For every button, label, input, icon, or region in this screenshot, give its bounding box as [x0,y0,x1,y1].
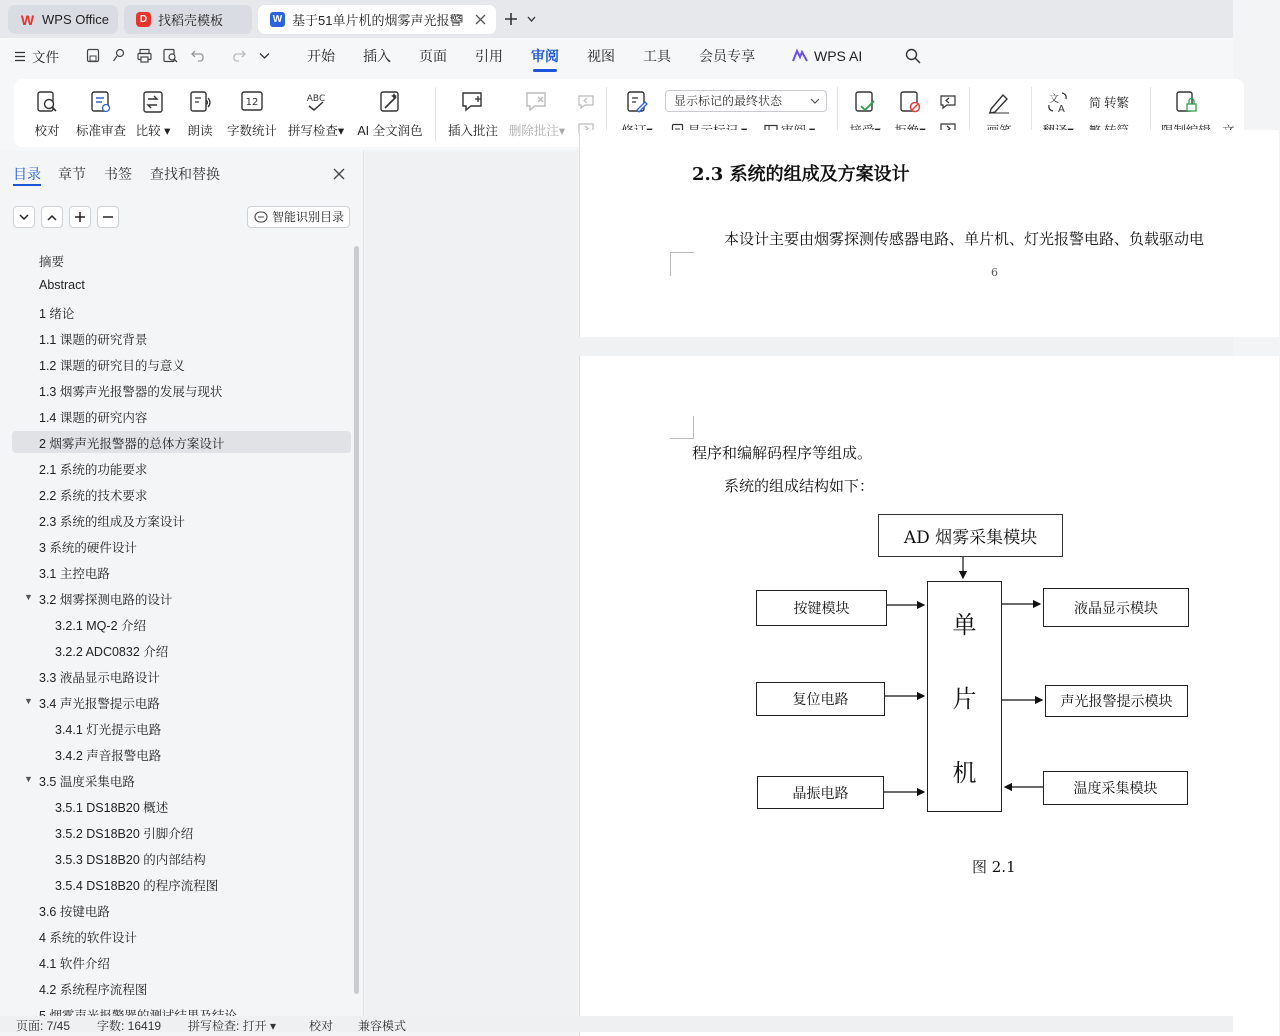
document-page [579,356,1279,1036]
tab-wps-office[interactable] [8,5,118,34]
menu-bar [0,38,1233,74]
trad-glyph-icon: 简 [1089,95,1102,110]
toc-item[interactable]: 4.2 系统程序流程图 [39,983,148,997]
collapse-triangle-icon[interactable]: ▼ [24,774,33,784]
minus-icon [103,216,113,218]
reject-icon [897,89,923,115]
save-icon[interactable] [86,48,100,63]
hamburger-icon [14,51,26,62]
ai-polish-button[interactable] [357,89,423,139]
read-aloud-label: 朗读 [187,124,213,138]
tab-toc[interactable]: 目录 [13,166,41,182]
diagram-box-ad-smoke: AD 烟雾采集模块 [878,514,1063,557]
diagram-box-keys: 按键模块 [756,590,887,626]
undo-icon[interactable] [191,48,206,62]
toc-item[interactable]: 1.3 烟雾声光报警器的发展与现状 [39,385,223,399]
new-tab-plus-icon[interactable] [504,12,518,26]
add-heading-button[interactable] [69,206,91,228]
collapse-all-button[interactable] [41,206,63,228]
document-area [365,150,1233,1016]
chevron-down-icon [810,98,820,105]
collapse-triangle-icon[interactable]: ▼ [24,592,33,602]
diagram-box-reset: 复位电路 [756,682,885,716]
expand-all-button[interactable] [13,206,35,228]
toc-item[interactable]: 1.1 课题的研究背景 [39,333,148,347]
page-corner-mark [670,252,694,276]
to-traditional-label: 转繁 [1104,96,1130,110]
insert-comment-icon [460,89,486,115]
tab-label: 基于51单片机的烟雾声光报警 [292,13,463,28]
display-state-value: 显示标记的最终状态 [674,94,783,108]
body-paragraph[interactable]: 系统的组成结构如下： [724,478,875,495]
menu-member[interactable]: 会员专享 [699,48,755,64]
proofread-button[interactable] [32,89,62,139]
tab-docer-template[interactable] [124,5,252,34]
insert-comment-button[interactable] [448,89,498,139]
monitor-icon [451,14,463,25]
smart-toc-button[interactable] [247,206,350,228]
proofread-icon [34,89,60,115]
toc-item[interactable]: Abstract [39,278,85,292]
diagram-box-crystal: 晶振电路 [757,776,884,809]
svg-text:ABC: ABC [306,94,326,104]
more-chevron-icon[interactable] [259,52,270,60]
word-count-icon [239,89,265,115]
translate-icon [1045,89,1071,115]
display-state-dropdown[interactable] [665,90,827,112]
spell-check-icon [303,89,329,115]
toc-item[interactable]: 3.4.2 声音报警电路 [55,749,162,763]
toc-item[interactable]: 2.3 系统的组成及方案设计 [39,515,185,529]
print-icon[interactable] [137,48,152,63]
search-icon[interactable] [905,48,921,64]
smart-toc-label: 智能识别目录 [272,210,345,224]
tab-bookmarks[interactable]: 书签 [104,166,132,182]
read-aloud-button[interactable] [186,89,214,139]
toc-item[interactable]: 3.2 烟雾探测电路的设计 [39,593,173,607]
toc-item[interactable]: 1.4 课题的研究内容 [39,411,148,425]
toc-item[interactable]: 2.1 系统的功能要求 [39,463,148,477]
section-heading: 2.3 系统的组成及方案设计 [692,164,910,185]
close-panel-icon[interactable] [333,168,345,180]
toc-item[interactable]: 3.6 按键电路 [39,905,110,919]
diagram-box-temperature: 温度采集模块 [1043,771,1188,805]
wps-logo-icon: W [20,11,35,28]
mcu-char: 片 [952,684,977,713]
navigation-panel [0,150,364,1016]
delete-comment-label: 删除批注▾ [508,124,566,138]
menu-insert[interactable]: 插入 [363,48,391,64]
proofread-status[interactable]: 校对 [309,1019,334,1033]
toc-item[interactable]: 4.1 软件介绍 [39,957,110,971]
ai-polish-label: AI 全文润色 [357,124,423,138]
panel-scrollbar[interactable] [354,246,359,994]
compare-label: 比较 ▾ [135,124,171,138]
diagram-box-alarm: 声光报警提示模块 [1045,685,1188,717]
to-traditional-button[interactable] [1089,93,1129,111]
figure-caption: 图 2.1 [972,858,1016,876]
compare-button[interactable] [135,89,171,139]
mcu-char: 机 [952,758,977,787]
spell-check-status[interactable]: 拼写检查: 打开 ▾ [188,1019,277,1033]
toc-item[interactable]: 2.2 系统的技术要求 [39,489,148,503]
menu-home[interactable]: 开始 [307,48,335,64]
collapse-triangle-icon[interactable]: ▼ [24,696,33,706]
menu-review[interactable]: 审阅 [531,38,559,74]
wps-ai-menu[interactable] [792,38,862,74]
compare-icon [140,89,166,115]
tab-label: 找稻壳模板 [158,13,224,28]
toc-item[interactable]: 1.2 课题的研究目的与意义 [39,359,185,373]
spell-check-label: 拼写检查▾ [287,124,345,138]
tab-sections[interactable]: 章节 [58,166,86,182]
toc-item[interactable]: 3.2.2 ADC0832 介绍 [55,645,169,659]
wps-ai-logo-icon [792,49,808,63]
spell-check-button[interactable] [286,89,346,139]
menu-references[interactable]: 引用 [475,48,503,64]
toc-item[interactable]: 3.5 温度采集电路 [39,775,135,789]
svg-text:12: 12 [245,97,259,108]
svg-text:文: 文 [1049,94,1059,105]
toc-item[interactable]: 3.1 主控电路 [39,567,110,581]
plus-icon [75,212,85,222]
accept-icon [852,89,878,115]
toc-item[interactable]: 1 绪论 [39,307,75,321]
read-aloud-icon [187,89,213,115]
word-count-label: 字数统计 [226,124,277,138]
standard-review-button[interactable] [75,89,127,139]
toc-item[interactable]: 2 烟雾声光报警器的总体方案设计 [39,437,225,451]
delete-comment-icon [524,89,550,115]
toc-item[interactable]: 摘要 [39,255,65,269]
svg-text:A: A [1058,104,1065,115]
diagram-box-lcd: 液晶显示模块 [1043,588,1189,627]
toc-item[interactable]: 3.3 液晶显示电路设计 [39,671,160,685]
pin-icon[interactable] [112,48,126,63]
file-menu[interactable] [14,38,59,74]
title-tab-bar [0,0,1233,38]
ai-polish-icon [377,89,403,115]
tab-find-replace[interactable]: 查找和替换 [150,166,220,182]
mcu-char: 单 [952,611,977,640]
prev-comment-icon[interactable] [577,93,595,109]
standard-review-icon [88,89,114,115]
insert-comment-label: 插入批注 [448,124,499,138]
wps-ai-label: WPS AI [814,48,863,64]
page-indicator[interactable]: 页面: 7/45 [16,1019,71,1033]
toc-item[interactable]: 3.5.1 DS18B20 概述 [55,801,169,815]
toc-item[interactable]: 3.5.2 DS18B20 引脚介绍 [55,827,194,841]
toc-item[interactable]: 3.4 声光报警提示电路 [39,697,160,711]
body-paragraph[interactable]: 本设计主要由烟雾探测传感器电路、单片机、灯光报警电路、负载驱动电 [724,231,1205,248]
ribbon-separator [435,87,436,141]
close-tab-icon[interactable] [475,14,486,25]
toc-item[interactable]: 3.5.3 DS18B20 的内部结构 [55,853,206,867]
status-bar [0,1016,1233,1032]
print-preview-icon[interactable] [163,48,178,63]
track-changes-icon [624,89,650,115]
pen-icon [986,89,1012,115]
toc-item[interactable]: 4 系统的软件设计 [39,931,137,945]
toc-item[interactable]: 3.5.4 DS18B20 的程序流程图 [55,879,219,893]
smart-recognize-icon [254,211,268,223]
diagram-arrows [580,356,1280,1036]
menu-page[interactable]: 页面 [419,48,447,64]
prev-change-icon[interactable] [939,93,957,109]
toc-item[interactable]: 3 系统的硬件设计 [39,541,137,555]
proofread-label: 校对 [34,124,60,138]
standard-review-label: 标准审查 [75,124,126,138]
active-tab-underline [13,184,41,186]
word-doc-icon: W [270,12,285,27]
chevron-down-icon [19,214,29,221]
tab-label: WPS Office [42,12,109,27]
menu-view[interactable]: 视图 [587,48,615,64]
remove-heading-button[interactable] [97,206,119,228]
delete-comment-button[interactable] [506,89,568,139]
chevron-up-icon [47,214,57,221]
toc-item[interactable]: 3.2.1 MQ-2 介绍 [55,619,146,633]
body-paragraph[interactable]: 程序和编解码程序等组成。 [692,445,873,462]
document-page [579,130,1279,337]
word-count-status[interactable]: 字数: 16419 [97,1019,162,1033]
chevron-down-icon[interactable] [527,15,536,23]
file-menu-label: 文件 [32,50,59,65]
redo-icon[interactable] [231,48,246,62]
page-number: 6 [991,266,998,279]
restrict-edit-icon [1173,89,1199,115]
compat-mode-status: 兼容模式 [358,1019,407,1033]
docer-icon: D [136,12,151,27]
toc-item[interactable]: 3.4.1 灯光提示电路 [55,723,162,737]
tab-document[interactable] [258,5,496,34]
word-count-button[interactable] [226,89,278,139]
menu-tools[interactable]: 工具 [643,48,671,64]
